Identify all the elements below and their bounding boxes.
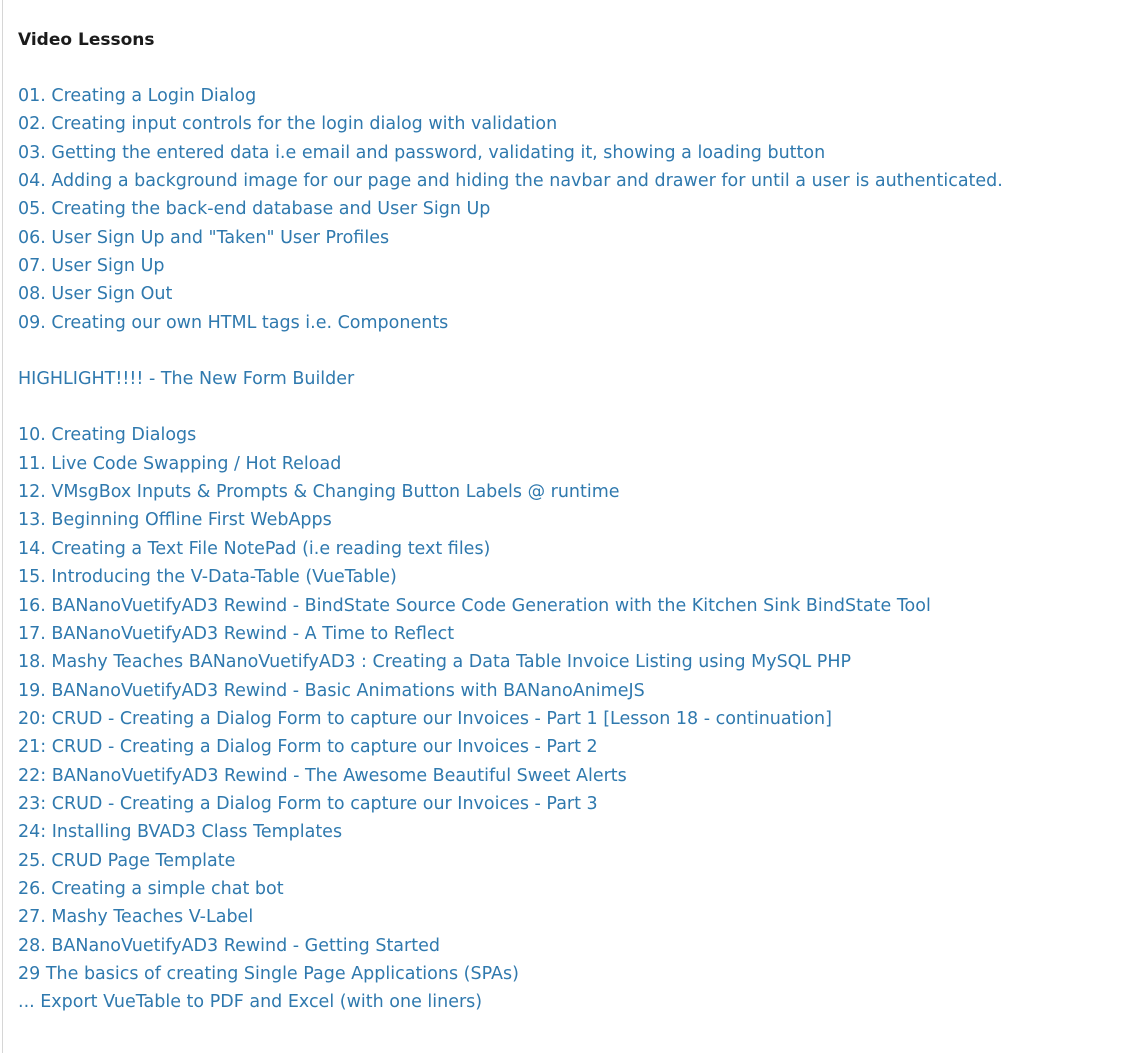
lesson-link[interactable]: 19. BANanoVuetifyAD3 Rewind - Basic Animations with BANanoAnimeJS xyxy=(18,680,645,701)
lesson-link[interactable]: 25. CRUD Page Template xyxy=(18,850,236,871)
lesson-link[interactable]: 29 The basics of creating Single Page Applications (SPAs) xyxy=(18,963,519,984)
lesson-link[interactable]: 27. Mashy Teaches V-Label xyxy=(18,907,254,928)
lesson-link[interactable]: 03. Getting the entered data i.e email and password, validating it, showing a loading button xyxy=(18,142,826,163)
lesson-link[interactable]: 10. Creating Dialogs xyxy=(18,425,197,446)
lesson-link[interactable]: 01. Creating a Login Dialog xyxy=(18,86,257,106)
lesson-link[interactable]: 28. BANanoVuetifyAD3 Rewind - Getting Started xyxy=(18,935,440,956)
lesson-link[interactable]: 24: Installing BVAD3 Class Templates xyxy=(18,822,343,843)
lessons-group-2 xyxy=(18,421,1119,1016)
lesson-link[interactable]: 05. Creating the back-end database and User Sign Up xyxy=(18,199,491,220)
lessons-content xyxy=(18,26,1119,1017)
lesson-link[interactable]: 12. VMsgBox Inputs & Prompts & Changing Button Labels @ runtime xyxy=(18,482,620,503)
lesson-link[interactable]: 13. Beginning Offline First WebApps xyxy=(18,510,332,531)
post-content-panel xyxy=(2,0,1139,1053)
lesson-link[interactable]: 21: CRUD - Creating a Dialog Form to capture our Invoices - Part 2 xyxy=(18,737,598,758)
lesson-link[interactable]: ... Export VueTable to PDF and Excel (with one liners) xyxy=(18,992,483,1013)
lesson-link[interactable]: 06. User Sign Up and "Taken" User Profiles xyxy=(18,227,390,248)
lesson-link[interactable]: 23: CRUD - Creating a Dialog Form to capture our Invoices - Part 3 xyxy=(18,793,598,814)
lesson-link[interactable]: 04. Adding a background image for our page and hiding the navbar and drawer for until a user is authenticated. xyxy=(18,171,1003,192)
highlight-link[interactable]: HIGHLIGHT!!!! - The New Form Builder xyxy=(18,369,355,390)
lesson-link[interactable]: 22: BANanoVuetifyAD3 Rewind - The Awesome Beautiful Sweet Alerts xyxy=(18,765,627,786)
lesson-link[interactable]: 14. Creating a Text File NotePad (i.e reading text files) xyxy=(18,538,491,559)
lesson-link[interactable]: 07. User Sign Up xyxy=(18,256,165,277)
lesson-link[interactable]: 26. Creating a simple chat bot xyxy=(18,878,284,899)
lesson-link[interactable]: 02. Creating input controls for the login dialog with validation xyxy=(18,114,558,135)
lesson-link[interactable]: 20: CRUD - Creating a Dialog Form to capture our Invoices - Part 1 [Lesson 18 - continuation] xyxy=(18,708,832,729)
lesson-link[interactable]: 09. Creating our own HTML tags i.e. Components xyxy=(18,312,449,333)
lesson-link[interactable]: 17. BANanoVuetifyAD3 Rewind - A Time to Reflect xyxy=(18,623,455,644)
lesson-link[interactable]: 11. Live Code Swapping / Hot Reload xyxy=(18,453,342,474)
section-heading: Video Lessons xyxy=(18,30,155,50)
lessons-group-1 xyxy=(18,82,1119,337)
lesson-link[interactable]: 18. Mashy Teaches BANanoVuetifyAD3 : Creating a Data Table Invoice Listing using MySQL PHP xyxy=(18,652,852,673)
highlight-section xyxy=(18,365,1119,393)
lesson-link[interactable]: 08. User Sign Out xyxy=(18,284,173,305)
lesson-link[interactable]: 16. BANanoVuetifyAD3 Rewind - BindState Source Code Generation with the Kitchen Sink BindState Tool xyxy=(18,595,931,616)
lesson-link[interactable]: 15. Introducing the V-Data-Table (VueTable) xyxy=(18,567,397,588)
